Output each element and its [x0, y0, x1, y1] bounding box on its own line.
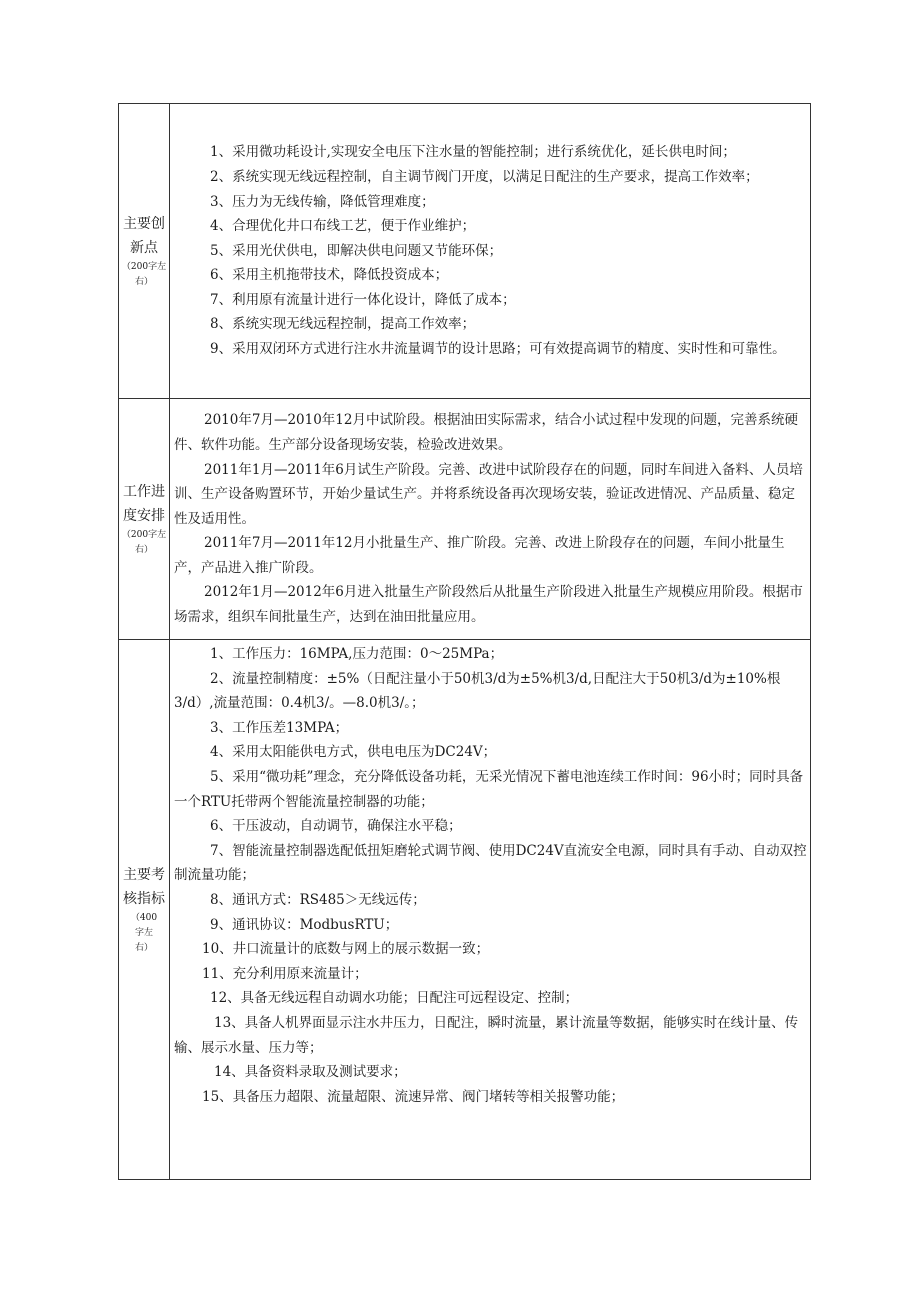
- schedule-label-line2: 度安排: [123, 508, 165, 524]
- innovation-item-2: 2、系统实现无线远程控制，自主调节阀门开度，以满足日配注的生产要求，提高工作效率；: [210, 168, 759, 185]
- indicators-label-note3: 右）: [134, 943, 153, 953]
- innovation-item-5: 5、采用光伏供电，即解决供电问题又节能环保；: [210, 242, 503, 259]
- innovation-label-line1: 主要创: [123, 216, 165, 232]
- innovation-label-note1: （200字左: [121, 262, 167, 272]
- indicator-item-9: 9、通讯协议：ModbusRTU；: [210, 916, 399, 933]
- innovation-item-1: 1、采用微功耗设计,实现安全电压下注水量的智能控制；进行系统优化，延长供电时间；: [210, 144, 736, 161]
- indicator-item-12: 12、具备无线远程自动调水功能；日配注可远程设定、控制；: [210, 990, 579, 1007]
- indicator-item-11: 11、充分利用原来流量计；: [202, 965, 368, 982]
- indicator-item-7: 7、智能流量控制器选配低扭矩磨轮式调节阀、使用DC24V直流安全电源，同时具有手动、自动双控制流量功能；: [174, 842, 807, 884]
- project-form-table: [118, 103, 811, 1180]
- innovation-item-8: 8、系统实现无线远程控制，提高工作效率；: [210, 316, 476, 333]
- schedule-item-2: 2011年1月—2011年6月试生产阶段。完善、改进中试阶段存在的问题，同时车间进入备料、人员培训、生产设备购置环节，开始少量试生产。并将系统设备再次现场安装，验证改进情况、产品质量、稳定性及适用性。: [174, 461, 803, 527]
- schedule-row: [119, 399, 811, 640]
- schedule-label-note2: 右）: [134, 545, 153, 555]
- indicators-row: [119, 640, 811, 1180]
- indicators-label-line2: 核指标: [123, 891, 165, 907]
- innovation-item-7: 7、利用原有流量计进行一体化设计，降低了成本；: [210, 291, 516, 308]
- indicator-item-14: 14、具备资料录取及测试要求；: [214, 1064, 407, 1081]
- schedule-item-3: 2011年7月—2011年12月小批量生产、推广阶段。完善、改进上阶段存在的问题，车间小批量生产，产品进入推广阶段。: [174, 535, 785, 576]
- schedule-label-line1: 工作进: [123, 484, 165, 500]
- indicator-item-13: 13、具备人机界面显示注水井压力，日配注，瞬时流量，累计流量等数据，能够实时在线计量、传输、展示水量、压力等；: [174, 1014, 799, 1056]
- innovation-item-4: 4、合理优化井口布线工艺，便于作业维护；: [210, 218, 476, 235]
- indicators-label-cell: [119, 640, 170, 1180]
- indicators-label-note2: 字左: [134, 928, 153, 938]
- innovation-item-3: 3、压力为无线传输，降低管理难度；: [210, 193, 435, 210]
- innovation-content-cell: [170, 104, 811, 399]
- innovation-label-line2: 新点: [130, 240, 158, 256]
- indicator-item-8: 8、通讯方式：RS485＞无线远传；: [210, 891, 426, 908]
- innovation-row: [119, 104, 811, 399]
- innovation-item-6: 6、采用主机拖带技术，降低投资成本；: [210, 267, 449, 284]
- indicators-label-note1: （400: [130, 913, 158, 923]
- schedule-content-cell: [170, 399, 811, 640]
- indicator-item-3: 3、工作压差13MPA；: [210, 719, 349, 736]
- innovation-label-note2: 右）: [134, 277, 153, 287]
- indicators-label-line1: 主要考: [123, 867, 165, 883]
- schedule-item-1: 2010年7月—2010年12月中试阶段。根据油田实际需求，结合小试过程中发现的问题，完善系统硬件、软件功能。生产部分设备现场安装，检验改进效果。: [174, 412, 798, 453]
- indicator-item-5: 5、采用“微功耗”理念，充分降低设备功耗，无采光情况下蓄电池连续工作时间：96小时；同时具备一个RTU托带两个智能流量控制器的功能；: [174, 768, 804, 810]
- indicators-content-cell: [170, 640, 811, 1180]
- indicator-item-10: 10、井口流量计的底数与网上的展示数据一致；: [202, 941, 490, 958]
- indicator-item-1: 1、工作压力：16MPA,压力范围：0～25MPa；: [210, 646, 504, 662]
- innovation-item-9: 9、采用双闭环方式进行注水井流量调节的设计思路；可有效提高调节的精度、实时性和可靠性。: [210, 341, 786, 358]
- schedule-label-cell: [119, 399, 170, 640]
- indicator-item-6: 6、干压波动，自动调节，确保注水平稳；: [210, 818, 462, 835]
- innovation-label-cell: [119, 104, 170, 399]
- schedule-item-4: 2012年1月—2012年6月进入批量生产阶段然后从批量生产阶段进入批量生产规模应用阶段。根据市场需求，组织车间批量生产，达到在油田批量应用。: [174, 584, 803, 626]
- schedule-label-note1: （200字左: [121, 530, 167, 540]
- indicator-item-15: 15、具备压力超限、流量超限、流速异常、阀门堵转等相关报警功能；: [202, 1088, 625, 1105]
- indicator-item-2: 2、流量控制精度：±5%（日配注量小于50机3/d为±5%机3/d,日配注大于50机3/d为±10%根3/d）,流量范围：0.4机3/。—8.0机3/。；: [174, 670, 781, 712]
- indicator-item-4: 4、采用太阳能供电方式，供电电压为DC24V；: [210, 744, 497, 761]
